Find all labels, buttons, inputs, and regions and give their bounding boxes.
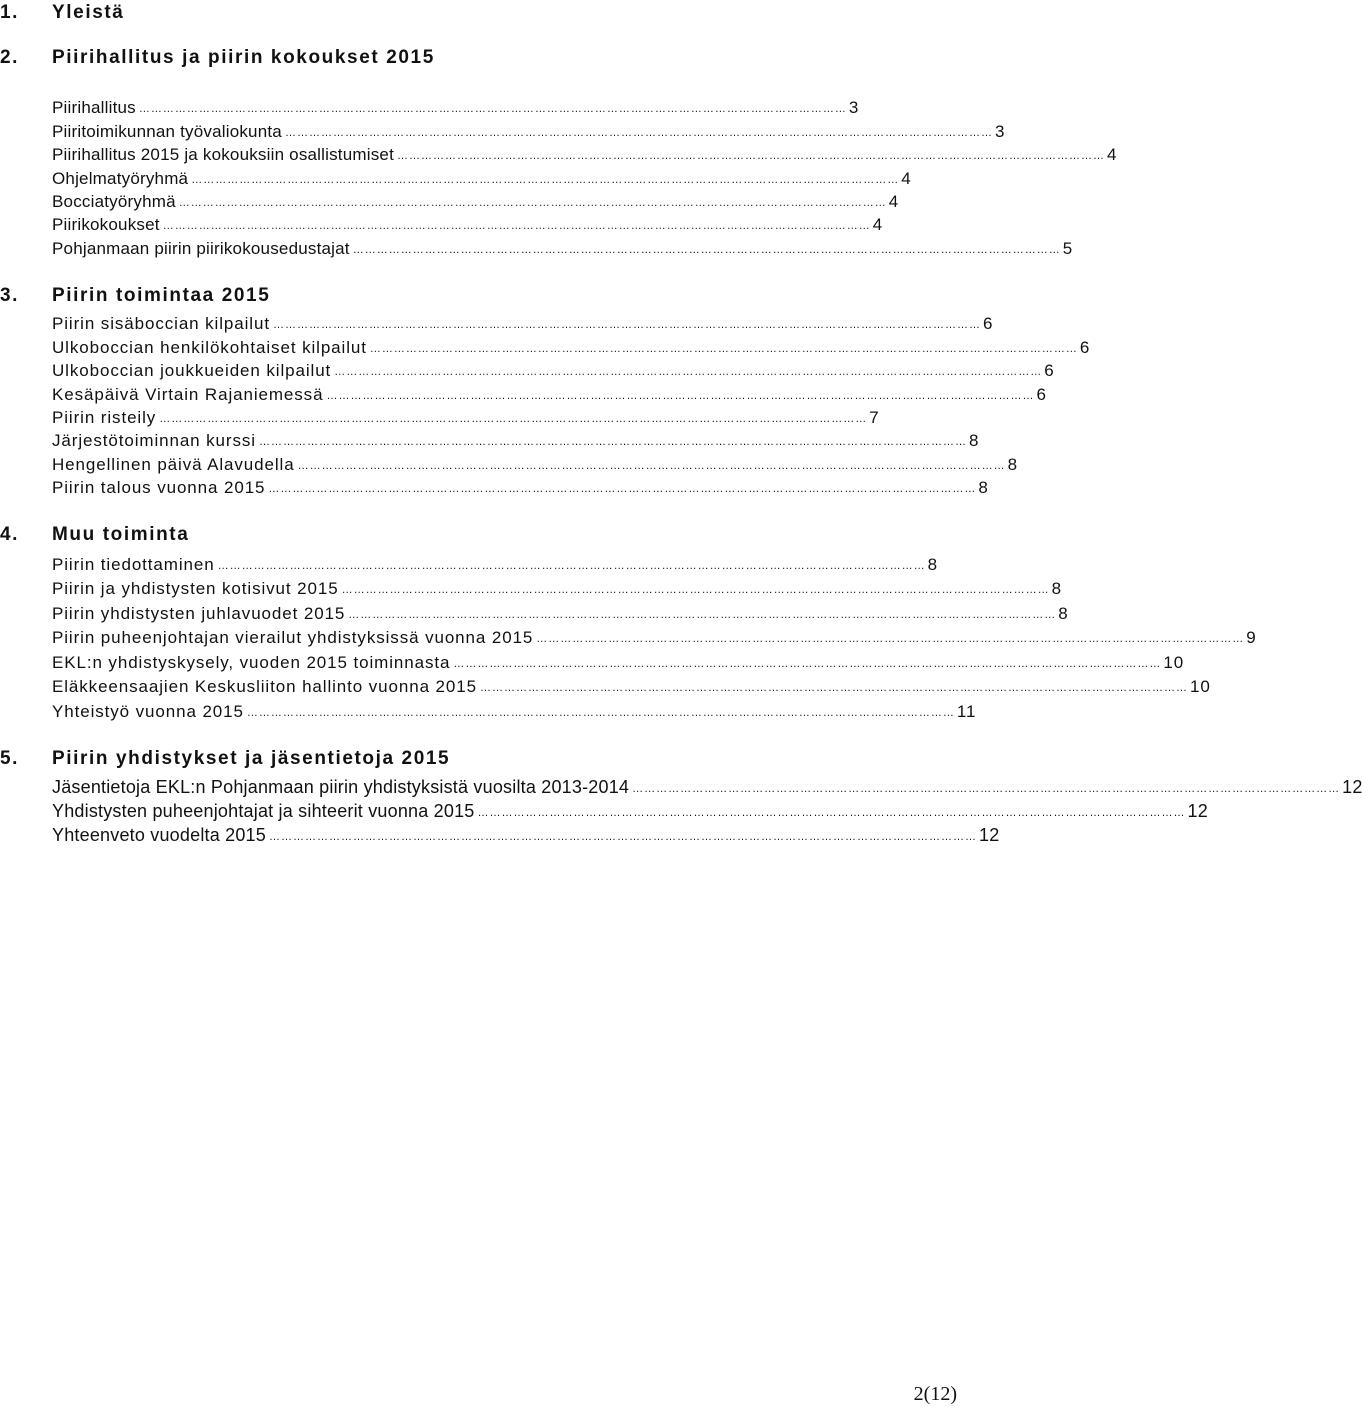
toc-leader: …………………………………………………………………………………………………………………………………………………………… <box>258 436 967 449</box>
toc-entry-title: Piirin ja yhdistysten kotisivut 2015 <box>52 579 339 598</box>
toc-entry <box>52 428 980 451</box>
toc-entry-page: 3 <box>848 98 859 118</box>
toc-leader: …………………………………………………………………………………………………………………………………………………………… <box>369 342 1078 355</box>
toc-heading-4 <box>0 524 189 546</box>
toc-entry-page: 6 <box>982 314 994 334</box>
toc-entry-page: 12 <box>1187 801 1208 821</box>
toc-leader: …………………………………………………………………………………………………………………………………………………………… <box>272 319 981 332</box>
toc-heading-number: 2. <box>0 47 20 68</box>
toc-entry-title: Piirikokoukset <box>52 215 160 235</box>
toc-entry-page: 10 <box>1163 652 1185 672</box>
toc-entries-section-5 <box>52 774 1363 846</box>
toc-entry-title: Piirin yhdistysten juhlavuodet 2015 <box>52 603 346 623</box>
toc-entry-page: 4 <box>901 168 911 188</box>
toc-entry-page: 4 <box>1107 145 1117 165</box>
toc-heading-number: 1. <box>0 2 20 23</box>
toc-entry <box>52 575 1062 600</box>
toc-entry-page: 8 <box>1051 579 1062 598</box>
toc-leader: …………………………………………………………………………………………………………………………………………………………… <box>352 243 1061 256</box>
toc-leader: …………………………………………………………………………………………………………………………………………………………… <box>159 412 868 425</box>
toc-leader: …………………………………………………………………………………………………………………………………………………………… <box>297 459 1006 472</box>
toc-leader: …………………………………………………………………………………………………………………………………………………………… <box>479 682 1188 694</box>
toc-entry-page: 11 <box>956 701 977 721</box>
toc-leader: …………………………………………………………………………………………………………………………………………………………… <box>348 608 1057 621</box>
toc-entry <box>52 334 1091 357</box>
toc-entry-page: 9 <box>1246 628 1257 647</box>
toc-heading-number: 4. <box>0 524 20 545</box>
toc-heading-title: Muu toiminta <box>52 524 190 545</box>
toc-leader: …………………………………………………………………………………………………………………………………………………………… <box>217 559 926 572</box>
toc-entry <box>52 798 1208 822</box>
toc-leader: …………………………………………………………………………………………………………………………………………………………… <box>397 150 1105 163</box>
toc-entry <box>52 235 1073 258</box>
toc-entry <box>52 358 1055 381</box>
toc-entry <box>52 451 1018 474</box>
toc-leader: …………………………………………………………………………………………………………………………………………………………… <box>326 389 1035 402</box>
toc-heading-1 <box>0 2 124 24</box>
toc-entry-page: 8 <box>968 431 980 451</box>
toc-heading-title: Piirin yhdistykset ja jäsentietoja 2015 <box>52 748 451 769</box>
toc-entry <box>52 381 1047 404</box>
toc-entry-page: 6 <box>1044 361 1055 381</box>
toc-entry <box>52 774 1363 798</box>
toc-entry-title: Eläkkeensaajien Keskusliiton hallinto vuonna 2015 <box>52 677 477 696</box>
toc-entry-page: 6 <box>1079 337 1091 357</box>
toc-entry-title: Hengellinen päivä Alavudella <box>52 454 295 474</box>
toc-entry-title: Piirihallitus <box>52 98 136 118</box>
toc-entry <box>52 95 859 118</box>
toc-heading-number: 3. <box>0 285 20 306</box>
toc-entry-page: 12 <box>1342 777 1363 797</box>
toc-heading-title: Piirin toimintaa 2015 <box>52 285 271 306</box>
toc-entries-section-4 <box>52 550 1257 722</box>
toc-leader: …………………………………………………………………………………………………………………………………………………………… <box>334 366 1043 379</box>
toc-heading-3 <box>0 285 270 307</box>
toc-entry <box>52 697 977 722</box>
toc-entry-title: Ulkoboccian henkilökohtaiset kilpailut <box>52 337 367 357</box>
toc-entry <box>52 822 1000 846</box>
toc-entry-page: 4 <box>872 215 883 235</box>
toc-leader: …………………………………………………………………………………………………………………………………………………………… <box>178 196 887 209</box>
toc-heading-number: 5. <box>0 748 20 769</box>
toc-entry-title: Piirihallitus 2015 ja kokouksiin osallistumiset <box>52 145 394 165</box>
toc-entry-title: Piirin tiedottaminen <box>52 554 215 574</box>
toc-entry <box>52 118 1005 141</box>
toc-leader: …………………………………………………………………………………………………………………………………………………………… <box>453 657 1162 670</box>
toc-entries-section-2 <box>52 95 1117 259</box>
toc-heading-2 <box>0 47 435 69</box>
toc-entry-title: Piirin sisäboccian kilpailut <box>52 314 270 334</box>
toc-entry <box>52 550 938 575</box>
toc-entry-title: Kesäpäivä Virtain Rajaniemessä <box>52 384 324 404</box>
toc-leader: …………………………………………………………………………………………………………………………………………………………… <box>162 220 871 233</box>
toc-leader: …………………………………………………………………………………………………………………………………………………………… <box>268 831 977 843</box>
toc-entry-title: Ohjelmatyöryhmä <box>52 168 189 188</box>
toc-leader: …………………………………………………………………………………………………………………………………………………………… <box>138 103 847 116</box>
toc-entry <box>52 475 989 498</box>
toc-entry-page: 3 <box>994 121 1005 141</box>
toc-entry <box>52 648 1185 673</box>
toc-entry-title: Yhdistysten puheenjohtajat ja sihteerit vuonna 2015 <box>52 801 475 821</box>
toc-entry-page: 10 <box>1189 677 1211 696</box>
toc-entry-title: Järjestötoiminnan kurssi <box>52 431 256 451</box>
toc-entry-page: 12 <box>978 825 1000 845</box>
toc-entry-title: Piiritoimikunnan työvaliokunta <box>52 121 282 141</box>
toc-entry-page: 5 <box>1062 238 1073 258</box>
toc-entry <box>52 624 1257 649</box>
toc-entry-title: Bocciatyöryhmä <box>52 191 176 211</box>
toc-entry-title: Jäsentietoja EKL:n Pohjanmaan piirin yhdistyksistä vuosilta 2013-2014 <box>52 777 630 797</box>
toc-leader: …………………………………………………………………………………………………………………………………………………………… <box>284 126 993 139</box>
toc-entry <box>52 405 880 428</box>
toc-entry-page: 4 <box>888 191 899 211</box>
toc-leader: …………………………………………………………………………………………………………………………………………………………… <box>536 633 1245 645</box>
toc-entry <box>52 673 1211 698</box>
toc-heading-5 <box>0 748 450 770</box>
toc-entry-title: EKL:n yhdistyskysely, vuoden 2015 toiminnasta <box>52 652 451 672</box>
toc-leader: …………………………………………………………………………………………………………………………………………………………… <box>191 173 900 186</box>
toc-leader: …………………………………………………………………………………………………………………………………………………………… <box>268 483 977 496</box>
toc-entry-title: Ulkoboccian joukkueiden kilpailut <box>52 361 332 381</box>
toc-entry <box>52 189 899 212</box>
toc-entry-title: Piirin puheenjohtajan vierailut yhdistyksissä vuonna 2015 <box>52 628 534 647</box>
toc-leader: …………………………………………………………………………………………………………………………………………………………… <box>341 584 1050 596</box>
toc-entry-title: Piirin talous vuonna 2015 <box>52 478 266 498</box>
toc-leader: …………………………………………………………………………………………………………………………………………………………… <box>246 706 955 719</box>
toc-entry-page: 6 <box>1036 384 1047 404</box>
toc-entry <box>52 599 1069 624</box>
toc-entry-title: Yhteistyö vuonna 2015 <box>52 701 244 721</box>
page-number: 2(12) <box>913 1383 957 1405</box>
toc-entry <box>52 212 883 235</box>
toc-entry-page: 8 <box>978 478 989 498</box>
toc-entry-title: Pohjanmaan piirin piirikokousedustajat <box>52 238 350 258</box>
toc-entry-title: Piirin risteily <box>52 407 157 427</box>
toc-entry-page: 7 <box>869 407 880 427</box>
toc-entry <box>52 142 1117 165</box>
toc-leader: …………………………………………………………………………………………………………………………………………………………… <box>477 807 1186 819</box>
toc-entry-title: Yhteenveto vuodelta 2015 <box>52 825 266 845</box>
toc-leader: …………………………………………………………………………………………………………………………………………………………… <box>632 783 1341 795</box>
toc-entries-section-3 <box>52 311 1091 498</box>
toc-entry <box>52 165 911 188</box>
toc-entry <box>52 311 994 334</box>
toc-entry-page: 8 <box>1058 603 1069 623</box>
toc-entry-page: 8 <box>1007 454 1018 474</box>
toc-heading-title: Piirihallitus ja piirin kokoukset 2015 <box>52 47 435 68</box>
toc-heading-title: Yleistä <box>52 2 125 23</box>
toc-entry-page: 8 <box>927 554 938 574</box>
